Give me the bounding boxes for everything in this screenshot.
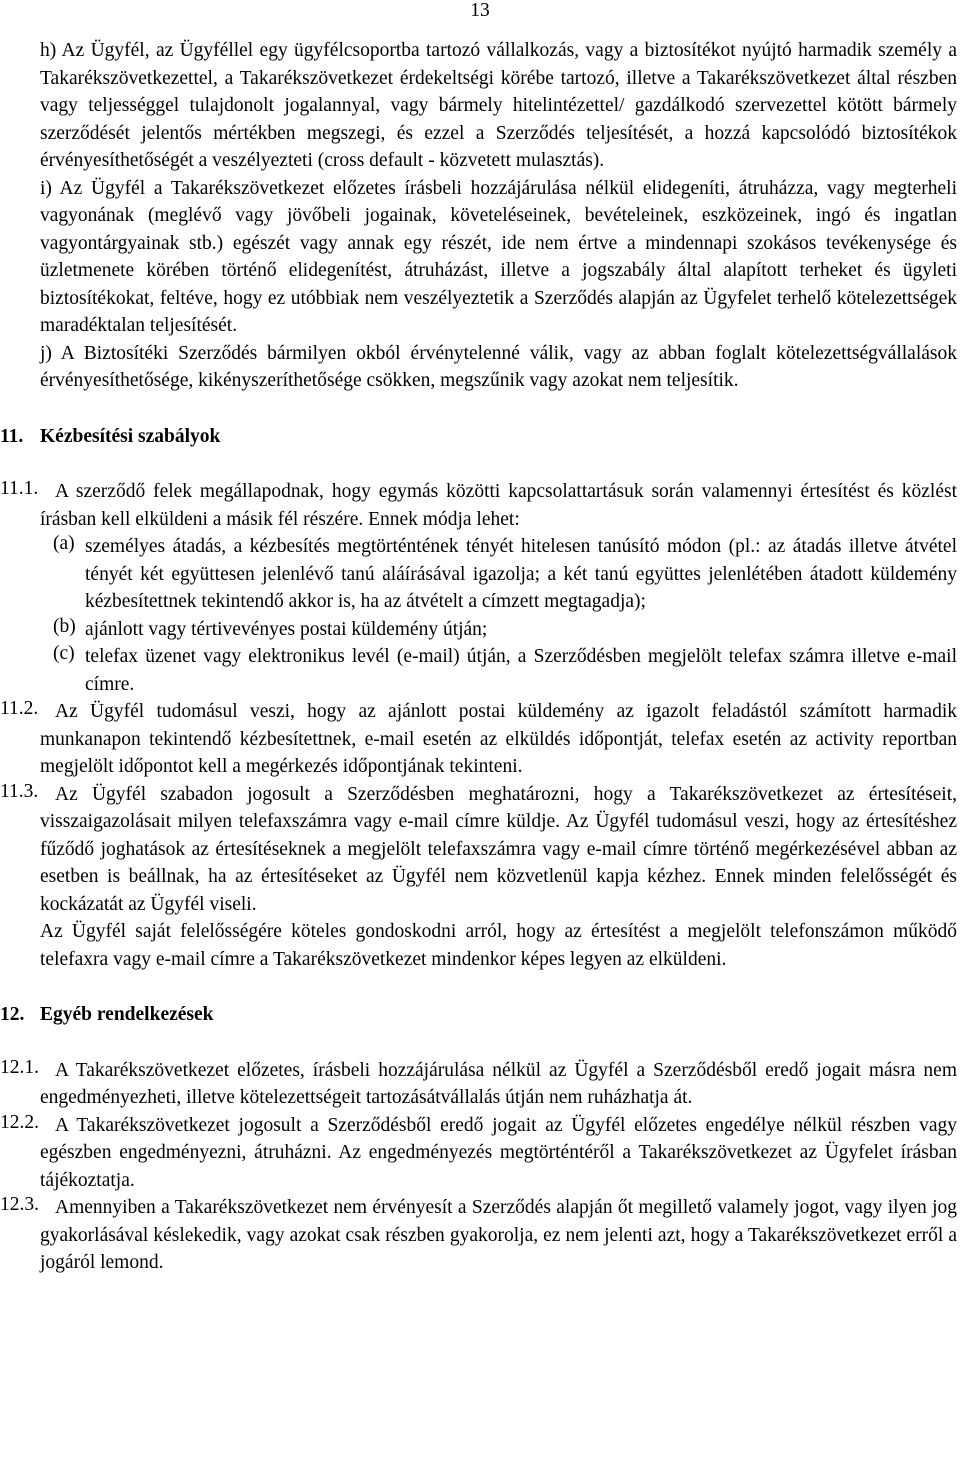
clause-number: 12.2. xyxy=(0,1111,39,1133)
clause-number: 11.1. xyxy=(0,478,39,499)
list-item-label: (a) xyxy=(53,533,75,554)
clause-text: A Takarékszövetkezet előzetes, írásbeli hozzájárulása nélkül az Ügyfél a Szerződésből eredő jogait másra nem engedményezheti, illetve kötelezettségeit tartozásátvállalás útján nem ruházhatja át. xyxy=(40,1059,957,1108)
clause-number: 12.1. xyxy=(0,1056,39,1078)
document-body xyxy=(0,37,957,1277)
section-12-heading xyxy=(0,1001,957,1029)
paragraph-j: j) A Biztosítéki Szerződés bármilyen okból érvénytelenné válik, vagy az abban foglalt kötelezettségvállalások érvényesíthetősége, kikényszeríthetősége csökken, megszűnik vagy azokat nem teljesítik. xyxy=(40,342,957,391)
clause-text: Az Ügyfél szabadon jogosult a Szerződésben meghatározni, hogy a Takarékszövetkezet az értesítéseit, visszaigazolásait milyen telefaxszámra vagy e-mail címre küldje. Az Ügyfél tudomásul veszi, hogy az értesítéshez fűződő joghatások az értesítéseknek a megjelölt telefaxszámra vagy e-mail címre történő megérkezésével abban az esetben is beállnak, ha az értesítéseket az Ügyfél nem közvetlenül kapja kézhez. Ennek minden felelősségét és kockázatát az Ügyfél viseli. xyxy=(40,783,957,915)
page-number: 13 xyxy=(470,0,490,21)
list-item-label: (b) xyxy=(53,615,76,637)
list-item-a xyxy=(40,533,957,616)
section-12-title: Egyéb rendelkezések xyxy=(40,1004,214,1025)
clause-number: 12.3. xyxy=(0,1194,39,1215)
section-12-number: 12. xyxy=(0,1004,25,1025)
clause-number: 11.2. xyxy=(0,698,39,719)
clause-11-1 xyxy=(0,478,957,533)
clause-text: Amennyiben a Takarékszövetkezet nem érvényesít a Szerződés alapján őt megillető valamely jogot, vagy ilyen jog gyakorlásával késlekedik, vagy azokat csak részben gyakorolja, ez nem jelenti azt, hogy a Takarékszövetkezet erről a jogáról lemond. xyxy=(40,1197,957,1273)
clause-12-2 xyxy=(0,1111,957,1195)
clause-11-3 xyxy=(0,780,957,974)
list-item-c xyxy=(40,643,957,698)
list-item-text: telefax üzenet vagy elektronikus levél (e-mail) útján, a Szerződésben megjelölt telefax számra illetve e-mail címre. xyxy=(85,646,957,695)
clause-12-1 xyxy=(0,1056,957,1112)
clause-number: 11.3. xyxy=(0,780,39,802)
section-11-title: Kézbesítési szabályok xyxy=(40,425,221,447)
clause-11-2 xyxy=(0,698,957,781)
list-item-label: (c) xyxy=(53,643,75,664)
clause-text: A szerződő felek megállapodnak, hogy egymás közötti kapcsolattartásuk során valamennyi értesítést és közlést írásban kell elküldeni a másik fél részére. Ennek módja lehet: xyxy=(40,481,957,530)
paragraph-i: i) Az Ügyfél a Takarékszövetkezet előzetes írásbeli hozzájárulása nélkül elidegeníti, átruházza, vagy megterheli vagyonának (meglévő vagy jövőbeli jogainak, követeléseinek, bevételeinek, eszközeinek, ingó és ingatlan vagyontárgyainak stb.) egészét vagy annak egy részét, ide nem értve a mindennapi szokásos tevékenysége és üzletmenete körében történő elidegenítést, átruházást, illetve a jogszabály által alapított terheket és ügyleti biztosítékokat, feltéve, hogy ez utóbbiak nem veszélyeztetik a Szerződés alapján az Ügyfelet terhelő kötelezettségek maradéktalan teljesítését. xyxy=(40,177,957,336)
clause-text: A Takarékszövetkezet jogosult a Szerződésből eredő jogait az Ügyfél előzetes engedélye nélkül részben vagy egészben engedményezni, átruházni. Az engedményezés megtörténtéről a Takarékszövetkezet az Ügyfelet írásban tájékoztatja. xyxy=(40,1114,957,1191)
paragraph-h: h) Az Ügyfél, az Ügyféllel egy ügyfélcsoportba tartozó vállalkozás, vagy a biztosítékot nyújtó harmadik személy a Takarékszövetkezettel, a Takarékszövetkezet érdekeltségi körébe tartozó, illetve a Takarékszövetkezet által részben vagy teljességgel tulajdonolt jogalannyal, vagy bármely hitelintézettel/ gazdálkodó szervezettel kötött bármely szerződését jelentős mértékben megszegi, és ezzel a Szerződés teljesítését, a hozzá kapcsolódó biztosítékok érvényesíthetőségét a veszélyezteti (cross default - közvetett mulasztás). xyxy=(40,40,957,171)
clause-text: Az Ügyfél tudomásul veszi, hogy az ajánlott postai küldemény az igazolt feladástól számított harmadik munkanapon tekintendő kézbesítettnek, e-mail esetén az elküldés időpontját, telefax esetén az activity reportban megjelölt időpontot kell a megérkezés időpontjának tekinteni. xyxy=(40,701,957,777)
list-item-text: ajánlott vagy tértivevényes postai küldemény útján; xyxy=(85,618,488,640)
section-11-heading xyxy=(0,423,957,451)
list-item-b xyxy=(40,616,957,644)
list-item-text: személyes átadás, a kézbesítés megtörténtének tényét hitelesen tanúsító módon (pl.: az átadás illetve átvétel tényét két együttesen jelenlévő tanú aláírásával igazolja; a két tanú együttes jelenlétében átadott küldemény kézbesítettnek tekintendő akkor is, ha az átvételt a címzett megtagadja); xyxy=(85,536,957,612)
section-11-number: 11. xyxy=(0,425,24,447)
clause-text-continued: Az Ügyfél saját felelősségére köteles gondoskodni arról, hogy az értesítést a megjelölt telefonszámon működő telefaxra vagy e-mail címre a Takarékszövetkezet mindenkor képes legyen az elküldeni. xyxy=(40,921,957,970)
clause-12-3 xyxy=(0,1194,957,1277)
